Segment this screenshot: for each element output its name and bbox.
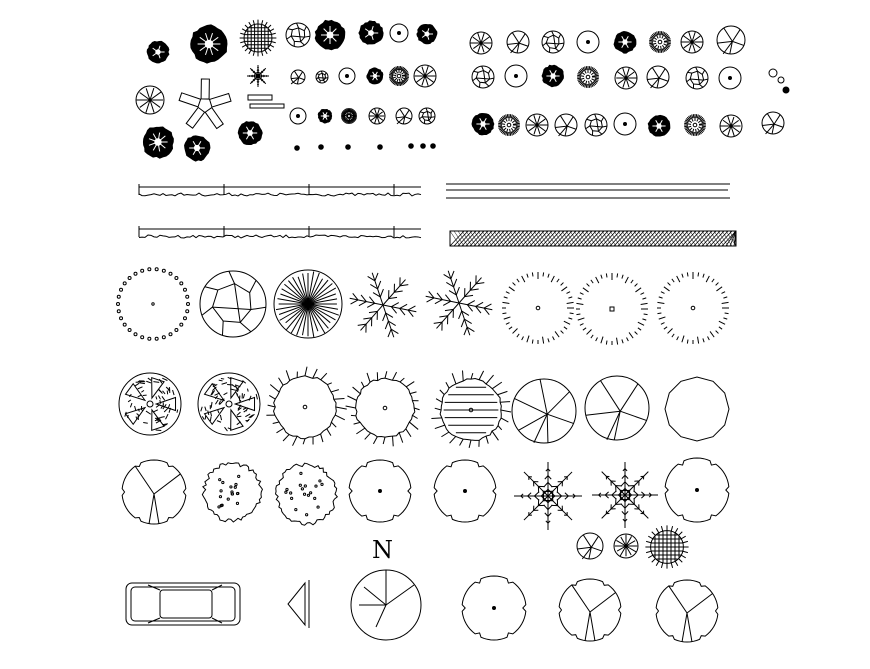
north-arrow-compass-symbol — [351, 570, 421, 640]
palm-star-symbol — [592, 462, 658, 528]
tree-solid-canopy-symbol — [318, 109, 331, 123]
tree-polygon-wedge-symbol — [686, 67, 708, 89]
tree-polygon-wedge-symbol — [472, 66, 494, 88]
tree-small-outline-symbol — [290, 108, 306, 124]
tree-notched-circle-symbol — [349, 460, 411, 522]
tree-small-outline-symbol — [577, 31, 599, 53]
tree-small-outline-symbol — [719, 67, 741, 89]
tree-wedge-circle-symbol — [647, 66, 669, 88]
tree-starburst-symbol — [526, 114, 548, 136]
tree-spiky-edge-symbol — [431, 371, 511, 448]
tree-tick-ring-symbol — [389, 66, 409, 86]
tree-spiky-edge-symbol — [346, 371, 420, 446]
tree-wedge-circle-symbol — [512, 379, 576, 443]
tree-starburst-symbol — [369, 108, 385, 124]
tree-starburst-symbol — [414, 65, 436, 87]
tree-solid-canopy-symbol — [147, 41, 169, 62]
tree-three-wedge-symbol — [656, 580, 718, 642]
tree-solid-canopy-symbol — [359, 21, 383, 44]
tree-solid-canopy-symbol — [417, 25, 437, 44]
tree-solid-canopy-symbol — [542, 65, 563, 86]
tree-wedge-circle-symbol — [577, 533, 603, 559]
tree-branching-symbol — [350, 273, 417, 337]
tree-starburst-symbol — [614, 534, 638, 558]
tree-solid-canopy-symbol — [238, 122, 262, 145]
tree-tick-ring-symbol — [577, 66, 599, 88]
hedge-line-symbol — [139, 226, 421, 238]
tree-log-pinwheel-symbol — [179, 79, 231, 129]
tree-solid-canopy-symbol — [614, 32, 636, 54]
tree-tick-ring-symbol — [684, 114, 706, 136]
tree-wedge-circle-symbol — [585, 376, 649, 440]
tree-solid-canopy-symbol — [648, 115, 670, 136]
tree-wedge-circle-symbol — [507, 31, 529, 53]
tree-starburst-symbol — [615, 67, 637, 89]
tree-starburst-symbol — [274, 270, 342, 338]
tree-spiky-edge-symbol — [266, 367, 346, 446]
tree-polygon-outline-symbol — [665, 377, 729, 441]
shrub-scribble-symbol — [276, 463, 338, 525]
tree-wedge-circle-symbol — [291, 70, 305, 84]
tree-polygon-wedge-symbol — [585, 114, 607, 136]
tree-tick-ring-symbol — [502, 272, 574, 344]
tree-starburst-symbol — [681, 31, 703, 53]
hedge-line-symbol — [139, 184, 421, 196]
tree-grid-canopy-symbol — [645, 525, 688, 568]
tree-solid-canopy-symbol — [315, 20, 345, 49]
tree-notched-circle-symbol — [665, 458, 729, 522]
shrub-scribble-symbol — [202, 463, 262, 522]
car-plan-symbol — [126, 583, 240, 625]
tree-small-outline-symbol — [339, 68, 355, 84]
tiny-plant-dots-symbol — [295, 144, 436, 151]
tree-wedge-circle-symbol — [555, 114, 577, 136]
tree-solid-canopy-symbol — [185, 136, 210, 161]
tree-leafy-canopy-symbol — [198, 373, 260, 435]
palm-star-symbol — [514, 462, 582, 530]
tree-dotted-ring-symbol — [117, 268, 190, 341]
small-leaf-cluster-symbol — [769, 69, 789, 93]
tree-tick-ring-symbol — [576, 273, 648, 345]
tree-solid-canopy-symbol — [472, 114, 494, 135]
tree-polygon-wedge-symbol — [316, 71, 328, 83]
palm-star-symbol — [247, 65, 269, 87]
hedge-hatched-strip-symbol — [450, 231, 736, 246]
tree-polygon-wedge-symbol — [542, 31, 564, 53]
tree-grid-canopy-symbol — [240, 20, 277, 57]
hedge-zigzag-strip-symbol — [446, 184, 730, 198]
north-label: N — [372, 536, 393, 564]
tree-solid-canopy-symbol — [367, 68, 383, 84]
tree-three-wedge-symbol — [122, 460, 186, 524]
tree-tick-ring-symbol — [341, 108, 357, 124]
north-arrow-pointer-symbol — [288, 580, 309, 628]
tree-wedge-circle-symbol — [762, 112, 784, 134]
tree-polygon-wedge-symbol — [200, 271, 266, 337]
tree-tick-ring-symbol — [498, 114, 520, 136]
tree-polygon-wedge-symbol — [419, 108, 435, 124]
tree-small-outline-symbol — [614, 113, 636, 135]
tree-small-outline-symbol — [390, 24, 408, 42]
tree-leafy-canopy-symbol — [119, 373, 181, 435]
hedge-small-bar-symbol — [248, 95, 284, 108]
tree-small-outline-symbol — [505, 65, 527, 87]
tree-wedge-circle-symbol — [396, 108, 412, 124]
tree-notched-circle-symbol — [434, 460, 496, 522]
tree-three-wedge-symbol — [559, 579, 621, 641]
tree-branching-symbol — [426, 271, 493, 335]
tree-tick-ring-symbol — [657, 272, 729, 344]
tree-tick-ring-symbol — [649, 31, 671, 53]
tree-starburst-symbol — [136, 86, 164, 114]
tree-wedge-circle-symbol — [717, 26, 745, 54]
tree-notched-circle-symbol — [462, 576, 526, 640]
tree-starburst-symbol — [470, 32, 492, 54]
tree-solid-canopy-symbol — [191, 25, 227, 63]
tree-polygon-wedge-symbol — [286, 23, 310, 47]
tree-solid-canopy-symbol — [143, 127, 173, 158]
tree-starburst-symbol — [720, 115, 742, 137]
